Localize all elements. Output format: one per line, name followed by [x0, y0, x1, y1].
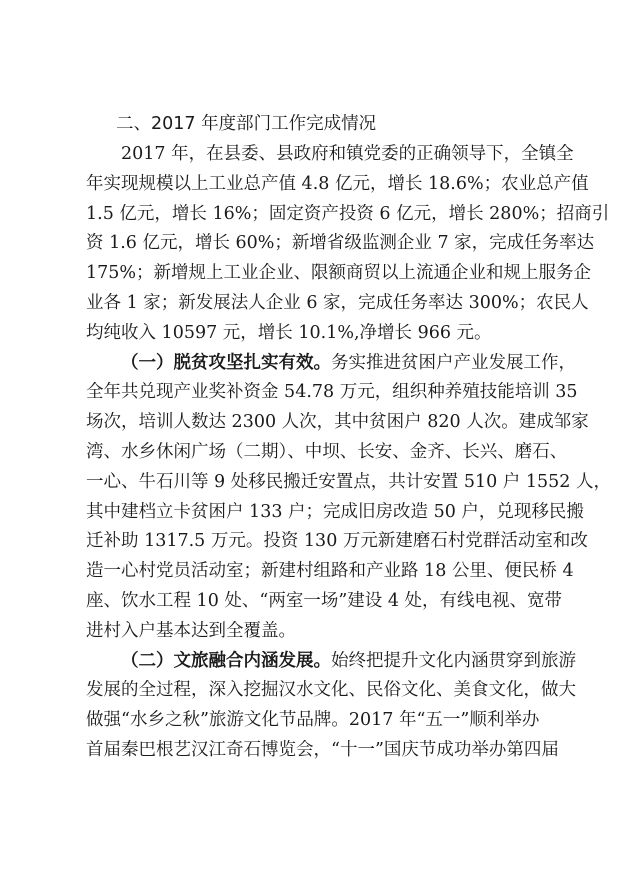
paragraph-line: 进村入户基本达到全覆盖。: [86, 620, 296, 641]
paragraph-line: 资 1.6 亿元，增长 60%；新增省级监测企业 7 家，完成任务率达: [86, 233, 595, 254]
paragraph-line: 年实现规模以上工业总产值 4.8 亿元，增长 18.6%；农业总产值: [86, 173, 589, 194]
section-heading: 二、2017 年度部门工作完成情况: [116, 114, 377, 134]
paragraph-first-line: [86, 647, 576, 677]
paragraph-line: 业各 1 家；新发展法人企业 6 家，完成任务率达 300%；农民人: [86, 292, 589, 313]
paragraph-line: 1.5 亿元，增长 16%；固定资产投资 6 亿元，增长 280%；招商引: [86, 203, 610, 224]
paragraph-line: 做强“水乡之秋”旅游文化节品牌。2017 年“五一”顺利举办: [86, 710, 540, 731]
paragraph-line: 座、饮水工程 10 处、“两室一场”建设 4 处，有线电视、宽带: [86, 590, 563, 611]
paragraph-line: 均纯收入 10597 元，增长 10.1%,净增长 966 元。: [86, 322, 492, 343]
paragraph-line: 全年共兑现产业奖补资金 54.78 万元，组织种养殖技能培训 35: [86, 382, 578, 403]
paragraph-line: 造一心村党员活动室；新建村组路和产业路 18 公里、便民桥 4: [86, 561, 574, 582]
document-body: [86, 108, 611, 766]
paragraph-line: 2017 年，在县委、县政府和镇党委的正确领导下，全镇全: [121, 144, 574, 164]
paragraph-poverty-alleviation: [86, 349, 611, 647]
paragraph-line: 175%；新增规上工业企业、限额商贸以上流通企业和规上服务企: [86, 263, 592, 284]
paragraph-line: 场次，培训人数达 2300 人次，其中贫困户 820 人次。建成邹家: [86, 412, 589, 433]
paragraph-line: 迁补助 1317.5 万元。投资 130 万元新建磨石村党群活动室和改: [86, 531, 588, 552]
paragraph-first-text: 始终把提升文化内涵贯穿到旅游: [331, 650, 576, 671]
paragraph-line: 首届秦巴根艺汉江奇石博览会，“十一”国庆节成功举办第四届: [86, 739, 559, 760]
paragraph-summary: [86, 140, 610, 349]
paragraph-lead-title: （一）脱贫攻坚扎实有效。: [121, 352, 331, 373]
paragraph-first-line: [86, 349, 576, 379]
paragraph-line: 湾、水乡休闲广场（二期）、中坝、长安、金齐、长兴、磨石、: [86, 441, 568, 462]
paragraph-culture-tourism: [86, 647, 576, 766]
paragraph-lead-title: （二）文旅融合内涵发展。: [121, 650, 331, 671]
paragraph-line: 其中建档立卡贫困户 133 户；完成旧房改造 50 户，兑现移民搬: [86, 501, 584, 522]
paragraph-first-text: 务实推进贫困户产业发展工作，: [331, 352, 576, 373]
paragraph-line: 一心、牛石川等 9 处移民搬迁安置点，共计安置 510 户 1552 人，: [86, 471, 611, 492]
paragraph-line: 发展的全过程，深入挖掘汉水文化、民俗文化、美食文化，做大: [86, 680, 576, 701]
